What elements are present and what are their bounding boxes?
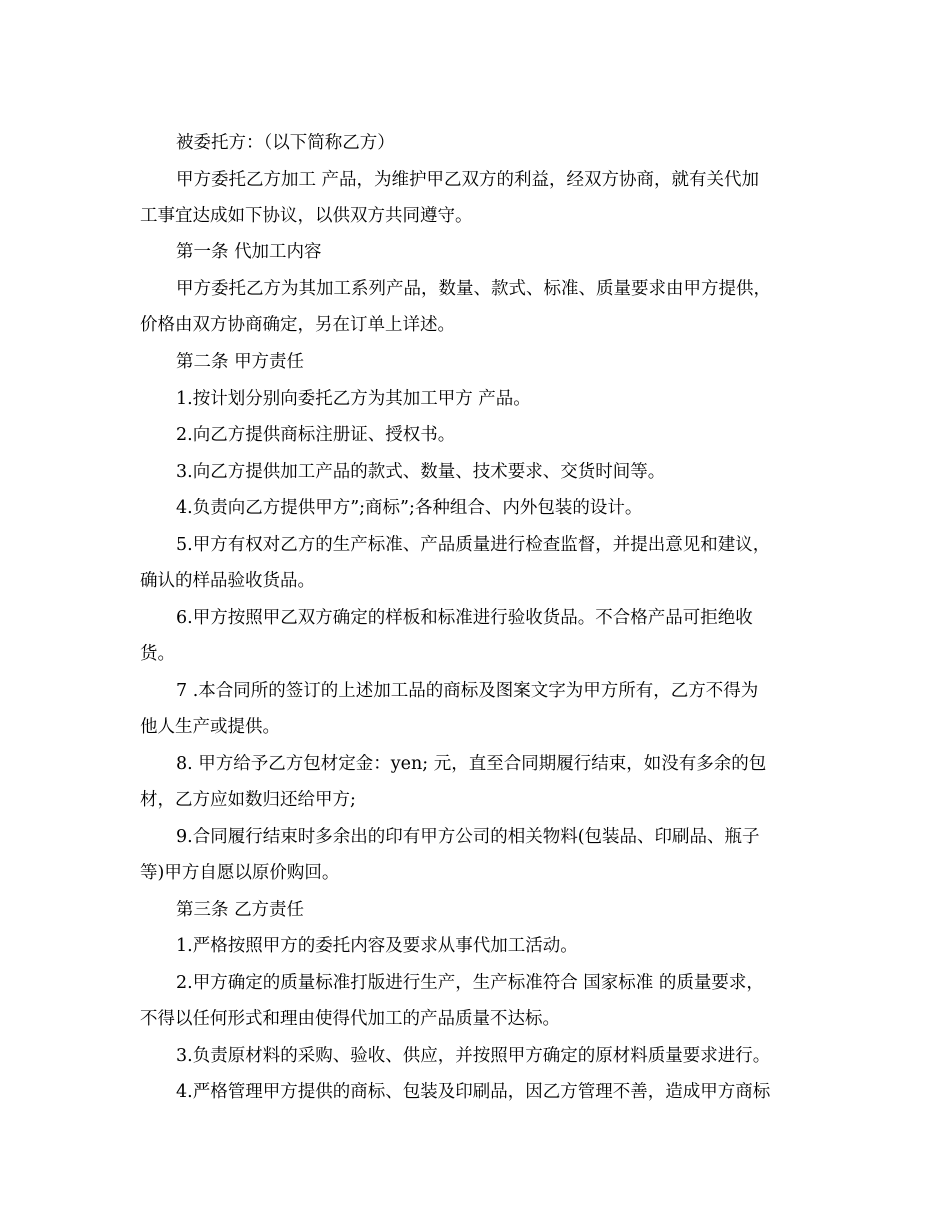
text-line: 甲方委托乙方为其加工系列产品，数量、款式、标准、质量要求由甲方提供，: [176, 279, 771, 299]
list-item: 7 .本合同所的签订的上述加工品的商标及图案文字为甲方所有，乙方不得为: [176, 681, 759, 701]
text-line: 不得以任何形式和理由使得代加工的产品质量不达标。: [140, 1009, 560, 1029]
list-item: 1.严格按照甲方的委托内容及要求从事代加工活动。: [176, 936, 578, 956]
text-line: 甲方委托乙方加工 产品，为维护甲乙双方的利益，经双方协商，就有关代加: [176, 170, 760, 190]
text-line: 价格由双方协商确定，另在订单上详述。: [140, 315, 455, 335]
text-line: 被委托方：（以下简称乙方）: [176, 133, 395, 153]
list-item: 3.向乙方提供加工产品的款式、数量、技术要求、交货时间等。: [176, 462, 666, 482]
list-item: 1.按计划分别向委托乙方为其加工甲方 产品。: [176, 389, 531, 409]
list-item: 2.甲方确定的质量标准打版进行生产，生产标准符合 国家标准 的质量要求，: [176, 973, 764, 993]
text-line: 确认的样品验收货品。: [140, 571, 315, 591]
list-item: 5.甲方有权对乙方的生产标准、产品质量进行检查监督，并提出意见和建议，: [176, 535, 771, 555]
text-line: 等)甲方自愿以原价购回。: [140, 863, 340, 883]
section-heading: 第三条 乙方责任: [176, 900, 305, 920]
text-line: 工事宜达成如下协议，以供双方共同遵守。: [140, 206, 473, 226]
list-item: 8. 甲方给予乙方包材定金：yen; 元，直至合同期履行结束，如没有多余的包: [176, 754, 767, 774]
section-heading: 第一条 代加工内容: [176, 242, 322, 262]
list-item: 3.负责原材料的采购、验收、供应，并按照甲方确定的原材料质量要求进行。: [176, 1046, 771, 1066]
list-item: 6.甲方按照甲乙双方确定的样板和标准进行验收货品。不合格产品可拒绝收: [176, 608, 753, 628]
text-line: 他人生产或提供。: [140, 717, 280, 737]
list-item: 4.负责向乙方提供甲方”;商标”;各种组合、内外包装的设计。: [176, 498, 643, 518]
list-item: 4.严格管理甲方提供的商标、包装及印刷品，因乙方管理不善，造成甲方商标: [176, 1082, 771, 1102]
text-line: 货。: [140, 644, 175, 664]
section-heading: 第二条 甲方责任: [176, 352, 305, 372]
text-line: 材，乙方应如数归还给甲方;: [140, 790, 356, 810]
list-item: 2.向乙方提供商标注册证、授权书。: [176, 425, 456, 445]
list-item: 9.合同履行结束时多余出的印有甲方公司的相关物料(包装品、印刷品、瓶子: [176, 827, 760, 847]
